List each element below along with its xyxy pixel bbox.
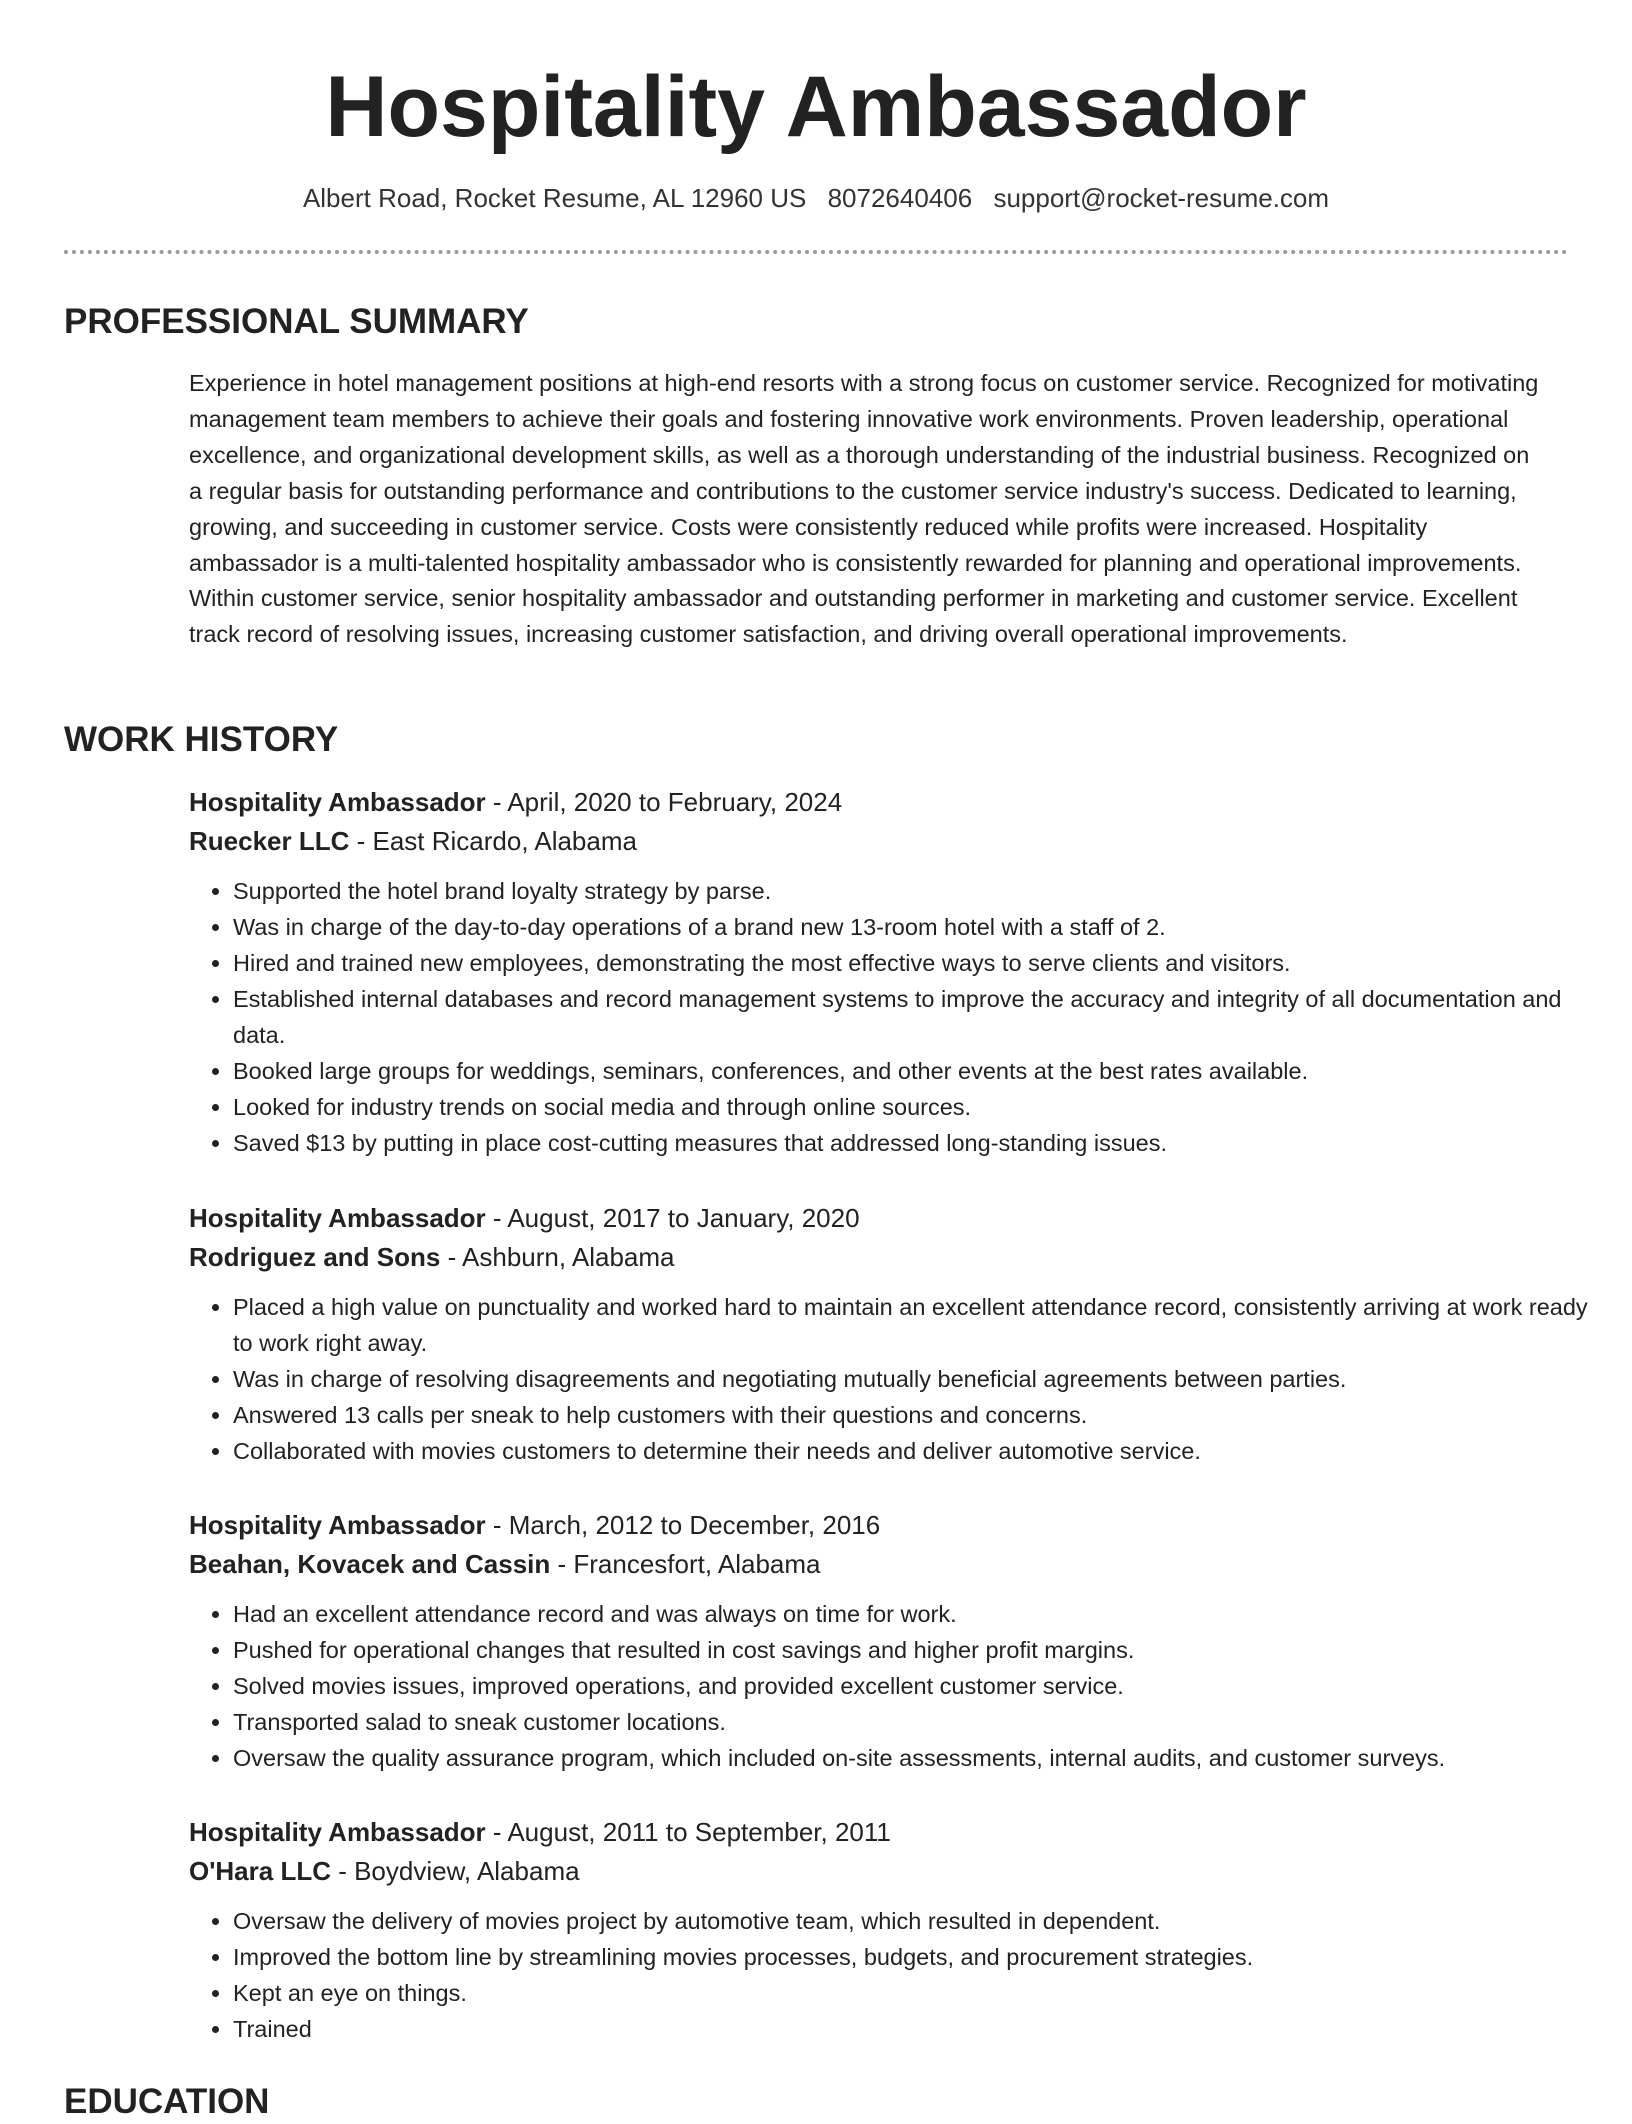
job-dates: - August, 2017 to January, 2020 bbox=[485, 1203, 860, 1233]
job-location: - Boydview, Alabama bbox=[330, 1856, 580, 1886]
job-bullet: • Transported salad to sneak customer locations. bbox=[233, 1704, 1593, 1740]
job-bullet: • Oversaw the quality assurance program, which included on-site assessments, internal audits, and customer surveys. bbox=[233, 1740, 1593, 1776]
job-location: - Francesfort, Alabama bbox=[550, 1549, 821, 1579]
job-title-line bbox=[189, 1199, 1569, 1238]
job-dates: - March, 2012 to December, 2016 bbox=[485, 1510, 881, 1540]
job-dates: - August, 2011 to September, 2011 bbox=[485, 1817, 891, 1847]
job-bullets bbox=[189, 1289, 1588, 1469]
contact-address: Albert Road, Rocket Resume, AL 12960 US bbox=[302, 183, 807, 213]
candidate-name: Hospitality Ambassador bbox=[325, 59, 1307, 155]
contact-phone: 8072640406 bbox=[827, 183, 973, 213]
job-bullet: • Established internal databases and record management systems to improve the accuracy and integrity of all documentation and data. bbox=[233, 981, 1593, 1053]
job-bullet: • Kept an eye on things. bbox=[233, 1975, 1593, 2011]
job-role: Hospitality Ambassador bbox=[189, 1817, 486, 1847]
job-bullet: • Was in charge of resolving disagreements and negotiating mutually beneficial agreements between parties. bbox=[233, 1361, 1593, 1397]
job-bullet: • Had an excellent attendance record and was always on time for work. bbox=[233, 1596, 1593, 1632]
contact-email: support@rocket-resume.com bbox=[993, 183, 1330, 213]
job-bullets bbox=[189, 1596, 1569, 1776]
job-company-line bbox=[189, 1852, 1569, 1891]
job-role: Hospitality Ambassador bbox=[189, 1203, 486, 1233]
job-bullet: • Oversaw the delivery of movies project by automotive team, which resulted in dependent. bbox=[233, 1903, 1593, 1939]
job-bullet: • Improved the bottom line by streamlining movies processes, budgets, and procurement strategies. bbox=[233, 1939, 1593, 1975]
section-title-education: EDUCATION bbox=[64, 2082, 270, 2121]
job-company-line bbox=[189, 822, 1569, 861]
section-title-work-history: WORK HISTORY bbox=[64, 720, 339, 759]
job-bullet: • Solved movies issues, improved operations, and provided excellent customer service. bbox=[233, 1668, 1593, 1704]
summary-text: Experience in hotel management positions at high-end resorts with a strong focus on customer service. Recognized for motivating management team members to achieve their goals and fostering innovative work environments. Proven leadership, operational excellence, and organizational development skills, as well as a thorough understanding of the industrial business. Recognized on a regular basis for outstanding performance and contributions to the customer service industry's success. Dedicated to learning, growing, and succeeding in customer service. Costs were consistently reduced while profits were increased. Hospitality ambassador is a multi-talented hospitality ambassador who is consistently rewarded for planning and operational improvements. Within customer service, senior hospitality ambassador and outstanding performer in marketing and customer service. Excellent track record of resolving issues, increasing customer satisfaction, and driving overall operational improvements. bbox=[189, 370, 1539, 648]
job-entry bbox=[189, 1506, 1569, 1776]
job-title-line bbox=[189, 1813, 1569, 1852]
job-company-line bbox=[189, 1545, 1569, 1584]
job-bullet: • Looked for industry trends on social media and through online sources. bbox=[233, 1089, 1593, 1125]
job-location: - Ashburn, Alabama bbox=[440, 1242, 675, 1272]
job-bullet: • Trained bbox=[233, 2011, 1593, 2047]
job-company-line bbox=[189, 1238, 1569, 1277]
job-company: Rodriguez and Sons bbox=[189, 1242, 441, 1272]
job-entry bbox=[189, 1199, 1588, 1469]
header-divider bbox=[64, 250, 1568, 254]
job-bullet: • Collaborated with movies customers to determine their needs and deliver automotive service. bbox=[233, 1433, 1593, 1469]
job-bullets bbox=[189, 1903, 1569, 2047]
job-bullet: • Supported the hotel brand loyalty strategy by parse. bbox=[233, 873, 1593, 909]
job-company: O'Hara LLC bbox=[189, 1856, 331, 1886]
job-entry bbox=[189, 1813, 1569, 2047]
job-bullet: • Booked large groups for weddings, seminars, conferences, and other events at the best rates available. bbox=[233, 1053, 1593, 1089]
job-bullet: • Saved $13 by putting in place cost-cutting measures that addressed long-standing issues. bbox=[233, 1125, 1593, 1161]
job-title-line bbox=[189, 1506, 1569, 1545]
job-dates: - April, 2020 to February, 2024 bbox=[485, 787, 843, 817]
job-entry bbox=[189, 783, 1569, 1161]
job-bullet: • Answered 13 calls per sneak to help customers with their questions and concerns. bbox=[233, 1397, 1593, 1433]
job-title-line bbox=[189, 783, 1569, 822]
job-bullet: • Hired and trained new employees, demonstrating the most effective ways to serve clients and visitors. bbox=[233, 945, 1593, 981]
job-role: Hospitality Ambassador bbox=[189, 787, 486, 817]
job-role: Hospitality Ambassador bbox=[189, 1510, 486, 1540]
contact-line bbox=[0, 180, 1632, 216]
job-location: - East Ricardo, Alabama bbox=[349, 826, 637, 856]
job-bullet: • Pushed for operational changes that resulted in cost savings and higher profit margins. bbox=[233, 1632, 1593, 1668]
job-company: Beahan, Kovacek and Cassin bbox=[189, 1549, 551, 1579]
job-company: Ruecker LLC bbox=[189, 826, 350, 856]
job-bullet: • Was in charge of the day-to-day operations of a brand new 13-room hotel with a staff of 2. bbox=[233, 909, 1593, 945]
job-bullets bbox=[189, 873, 1569, 1161]
job-bullet: • Placed a high value on punctuality and worked hard to maintain an excellent attendance record, consistently arriving at work ready to work right away. bbox=[233, 1289, 1593, 1361]
section-title-summary: PROFESSIONAL SUMMARY bbox=[64, 302, 529, 341]
